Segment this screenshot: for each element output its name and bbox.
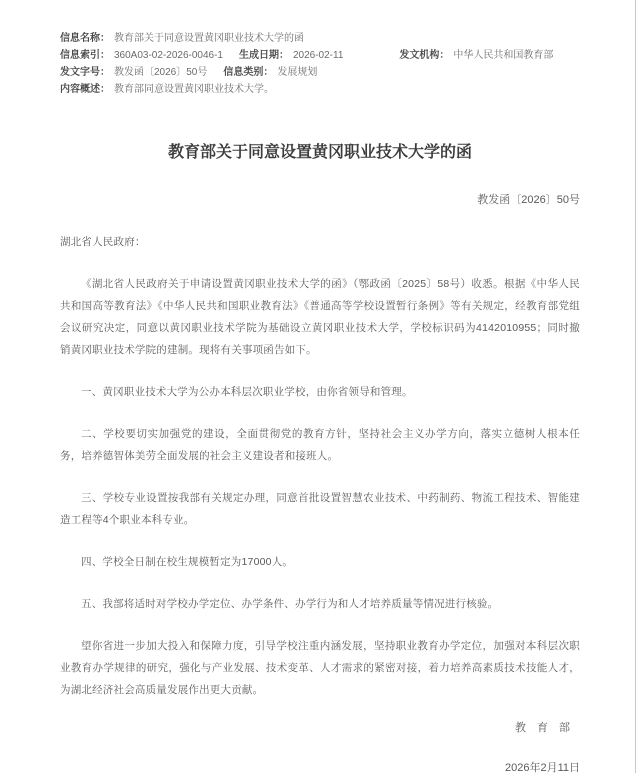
document-body — [60, 231, 580, 701]
meta-label: 信息索引： — [60, 50, 110, 61]
salutation: 湖北省人民政府： — [60, 236, 146, 248]
meta-value: 教育部关于同意设置黄冈职业技术大学的函 — [114, 33, 304, 44]
meta-label: 发文机构： — [399, 50, 450, 61]
meta-value: 360A03-02-2026-0046-1 — [114, 50, 223, 61]
signature-date: 2026年2月11日 — [504, 762, 580, 773]
meta-value: 中华人民共和国教育部 — [453, 50, 554, 61]
meta-pair — [60, 67, 207, 78]
document-title: 教育部关于同意设置黄冈职业技术大学的函 — [167, 144, 472, 161]
meta-label: 内容概述： — [60, 84, 110, 95]
meta-row — [60, 64, 580, 81]
body-paragraph: 五、我部将适时对学校办学定位、办学条件、办学行为和人才培养质量等情况进行核验。 — [81, 598, 499, 610]
meta-row — [60, 81, 580, 98]
body-paragraph: 一、黄冈职业技术大学为公办本科层次职业学校，由你省领导和管理。 — [81, 386, 413, 398]
body-paragraph: 《湖北省人民政府关于申请设置黄冈职业技术大学的函》（鄂政函〔2025〕58号）收悉。根据《中华人民共和国高等教育法》《中华人民共和国职业教育法》《普通高等学校设置暂行条例》等有关规定，经教育部党组会议研究决定，同意以黄冈职业技术学院为基础设立黄冈职业技术大学，学校标识码为4142010955；同时撤销黄冈职业技术学院的建制。现将有关事项函告如下。 — [60, 278, 580, 356]
body-paragraph: 二、学校要切实加强党的建设，全面贯彻党的教育方针，坚持社会主义办学方向，落实立德树人根本任务，培养德智体美劳全面发展的社会主义建设者和接班人。 — [60, 428, 580, 462]
meta-pair — [60, 84, 274, 95]
signature: 教 育 部 — [515, 722, 570, 734]
meta-pair — [223, 67, 317, 78]
meta-pair — [399, 50, 553, 61]
meta-row — [60, 47, 580, 64]
info-meta-block — [60, 30, 580, 98]
meta-value: 2026-02-11 — [292, 50, 344, 61]
meta-value: 发展规划 — [277, 67, 318, 78]
meta-label: 信息类别： — [223, 67, 274, 78]
meta-label: 信息名称： — [60, 33, 110, 44]
body-paragraph: 四、学校全日制在校生规模暂定为17000人。 — [81, 556, 294, 568]
doc-number: 教发函〔2026〕50号 — [477, 194, 580, 206]
body-paragraph: 三、学校专业设置按我部有关规定办理，同意首批设置智慧农业技术、中药制药、物流工程技术、智能建造工程等4个职业本科专业。 — [60, 492, 580, 526]
meta-label: 生成日期： — [238, 50, 289, 61]
meta-pair — [239, 50, 343, 61]
meta-label: 发文字号： — [60, 67, 110, 78]
body-paragraph: 望你省进一步加大投入和保障力度，引导学校注重内涵发展，坚持职业教育办学定位，加强对本科层次职业教育办学规律的研究，强化与产业发展、技术变革、人才需求的紧密对接，着力培养高素质技术技能人才，为湖北经济社会高质量发展作出更大贡献。 — [60, 640, 580, 696]
meta-value: 教育部同意设置黄冈职业技术大学。 — [114, 84, 274, 95]
meta-pair — [60, 33, 304, 44]
meta-value: 教发函〔2026〕50号 — [114, 67, 208, 78]
meta-row — [60, 30, 580, 47]
page-right-border — [635, 0, 636, 773]
meta-pair — [60, 50, 223, 61]
paragraphs-container — [60, 273, 580, 701]
